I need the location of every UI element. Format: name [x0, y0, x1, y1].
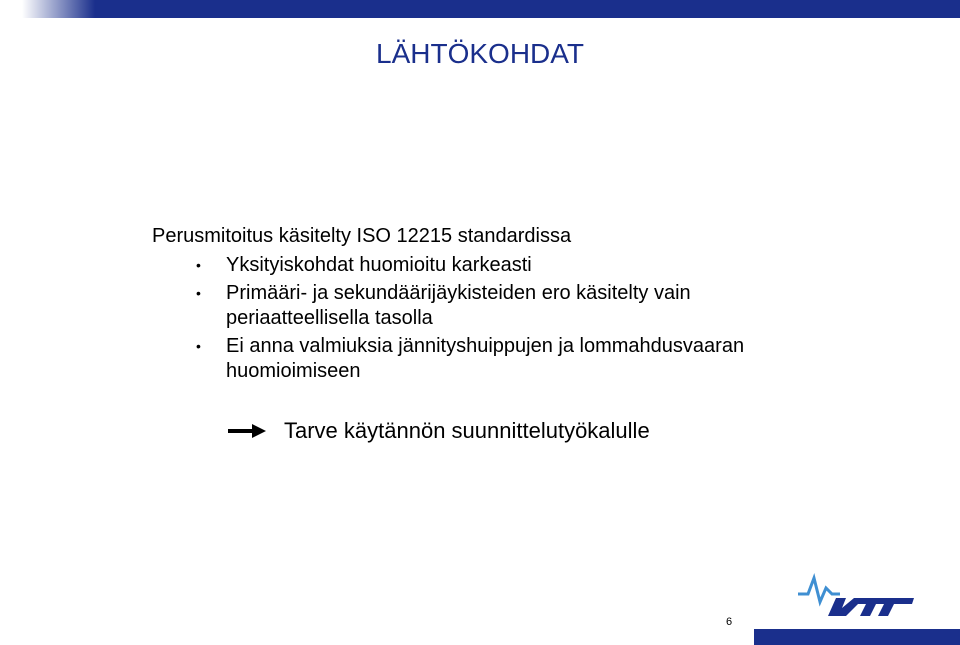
list-item [196, 253, 836, 278]
bullet-icon: • [196, 285, 201, 301]
bullet-text: Primääri- ja sekundäärijäykisteiden ero käsitelty vain periaatteellisella tasolla [226, 282, 691, 329]
bullet-text: Yksityiskohdat huomioitu karkeasti [226, 254, 532, 276]
conclusion-text: Tarve käytännön suunnittelutyökalulle [284, 418, 650, 443]
bullet-icon: • [196, 257, 201, 273]
conclusion-row [228, 418, 650, 444]
bottom-banner [754, 629, 960, 645]
bullet-text: Ei anna valmiuksia jännityshuippujen ja lommahdusvaaran huomioimiseen [226, 335, 745, 382]
page-number: 6 [726, 616, 733, 628]
intro-text: Perusmitoitus käsitelty ISO 12215 standardissa [152, 225, 572, 247]
bullet-list [196, 253, 836, 387]
list-item [196, 281, 836, 331]
bullet-icon: • [196, 338, 201, 354]
arrow-right-icon [228, 422, 266, 440]
top-banner [0, 0, 960, 18]
vtt-logo-icon [798, 572, 916, 620]
slide-title: LÄHTÖKOHDAT [376, 38, 584, 69]
list-item [196, 334, 836, 384]
